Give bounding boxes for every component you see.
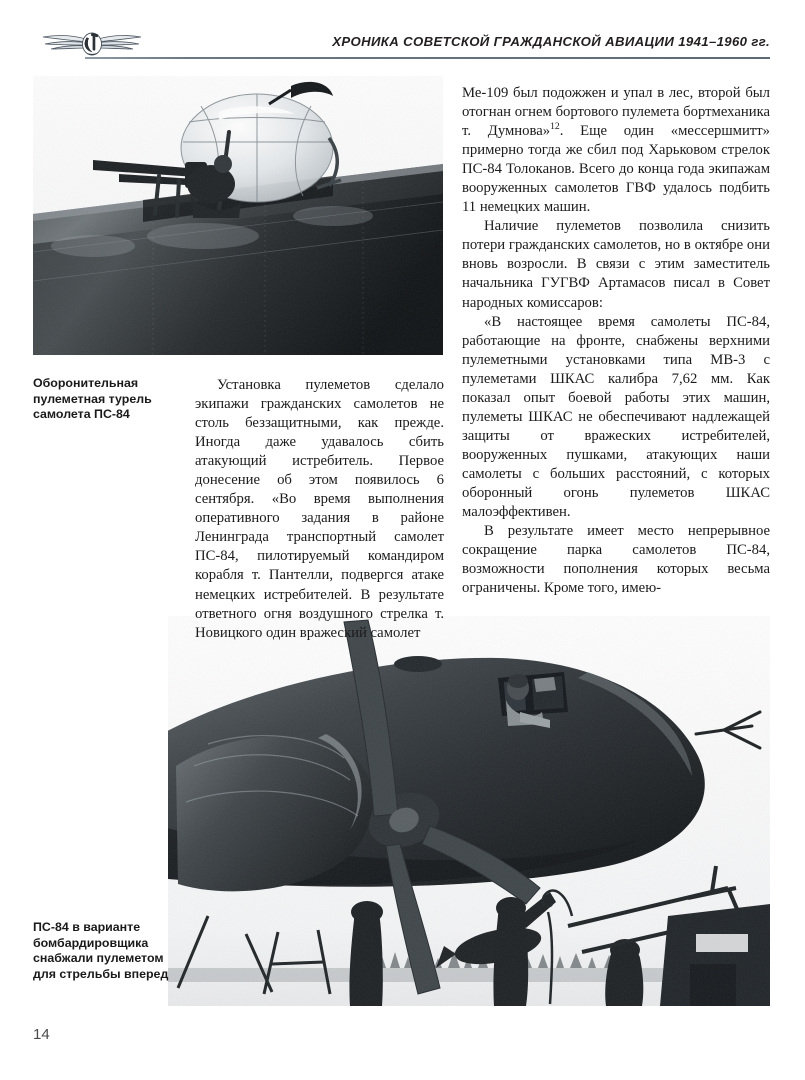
page-number: 14 (33, 1026, 50, 1043)
paragraph: В результате имеет место непрерывное сокращение парка самолетов ПС-84, возможности пополнения которых весьма ограничены. Кроме того, имею- (462, 523, 770, 597)
body-column-left (195, 376, 444, 643)
photo-ps84-bomber (168, 616, 770, 1006)
paragraph-text-after-note: . Еще один «мессершмитт» примерно тогда же сбил под Харьковом стрелок ПС-84 Толоканов. Всего до конца года экипажам вооруженных самолетов ГВФ удалось подбить 11 немецких машин. (462, 123, 770, 216)
footnote-marker: 12 (550, 121, 560, 133)
caption-defensive-turret: Оборонительная пулеметная турель самолета ПС-84 (33, 376, 152, 422)
caption-bomber-text: ПС-84 в варианте бомбардировщика снабжали пулеметом для стрельбы вперед (33, 920, 169, 981)
body-column-right (462, 84, 770, 598)
header-divider (85, 57, 770, 59)
paragraph-text-before-note: Ме-109 был подожжен и упал в лес, второй был отогнан огнем бортового пулемета бортмеханика т. Думнова» (462, 85, 770, 140)
winged-hammer-sickle-emblem-icon (33, 28, 151, 58)
paragraph: Установка пулеметов сделало экипажи гражданских самолетов не столь беззащитными, как прежде. Иногда даже удавалось сбить атакующий истребитель. Первое донесение об этом появилось 6 сентября. «Во время выполнения оперативного задания в районе Ленинграда транспортный самолет ПС-84, пилотируемый командиром корабля т. Пантелли, подвергся атаке немецких истребителей. В результате ответного огня воздушного стрелка т. Новицкого один вражеский самолет (195, 377, 444, 641)
photo-defensive-turret (33, 76, 443, 355)
running-header (33, 26, 770, 60)
paragraph: «В настоящее время самолеты ПС-84, работающие на фронте, снабжены верхними пулеметными установками типа МВ-3 с пулеметами ШКАС калибра 7,62 мм. Как показал опыт боевой работы этих машин, пулеметы ШКАС не обеспечивают надлежащей защиты от вражеских истребителей, вооруженных пушками, атакующих наши самолеты с больших расстояний, с которых оборонный огонь пулеметов ШКАС малоэффективен. (462, 313, 770, 521)
header-title: ХРОНИКА СОВЕТСКОЙ ГРАЖДАНСКОЙ АВИАЦИИ 1941–1960 гг. (332, 34, 770, 49)
paragraph-with-footnote (462, 84, 770, 217)
caption-ps84-bomber (33, 920, 183, 982)
paragraph: Наличие пулеметов позволила снизить потери гражданских самолетов, но в октябре они вновь возросли. В связи с этим заместитель начальника ГУГВФ Артамасов писал в Совет народных комиссаров: (462, 218, 770, 311)
